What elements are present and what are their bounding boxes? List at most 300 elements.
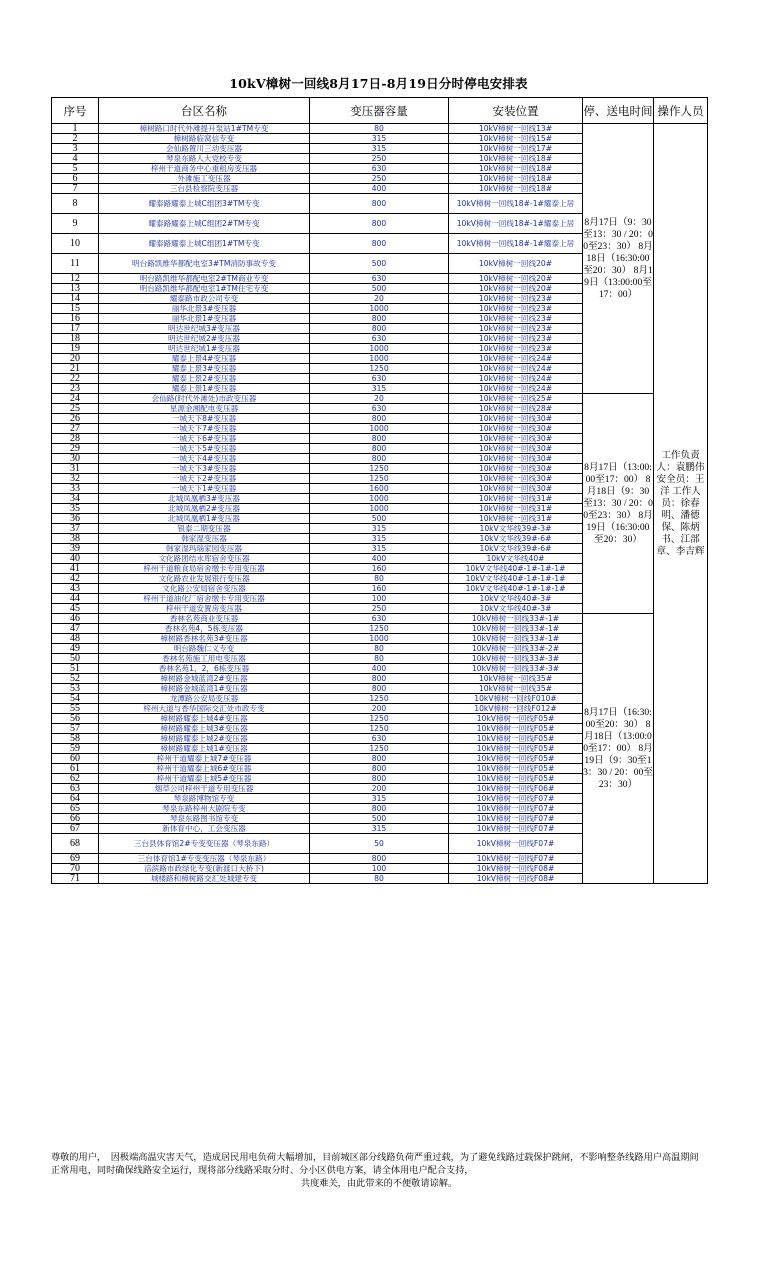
row-number: 43 xyxy=(52,584,99,594)
row-number: 63 xyxy=(52,784,99,794)
row-number: 28 xyxy=(52,434,99,444)
row-number: 55 xyxy=(52,704,99,714)
station-name: 梓州干道安置房变压器 xyxy=(99,604,310,614)
station-name: 樟树路临窝信专变 xyxy=(99,134,310,144)
station-name: 耀泰路耀泰上城C组团1#TM专变 xyxy=(99,234,310,254)
transformer-capacity: 315 xyxy=(310,384,449,394)
row-number: 50 xyxy=(52,654,99,664)
row-number: 16 xyxy=(52,314,99,324)
row-number: 38 xyxy=(52,534,99,544)
row-number: 59 xyxy=(52,744,99,754)
row-number: 12 xyxy=(52,274,99,284)
install-location: 10kV樟树一回线F06# xyxy=(449,784,583,794)
install-location: 10kV文华线40# xyxy=(449,554,583,564)
transformer-capacity: 800 xyxy=(310,674,449,684)
transformer-capacity: 160 xyxy=(310,564,449,574)
install-location: 10kV樟树一回线F07# xyxy=(449,824,583,834)
install-location: 10kV樟树一回线F08# xyxy=(449,864,583,874)
station-name: 一城天下7#变压器 xyxy=(99,424,310,434)
transformer-capacity: 20 xyxy=(310,294,449,304)
station-name: 北城凤凰栖3#变压器 xyxy=(99,494,310,504)
station-name: 明台路凯维华都配电室1#TM住宅专变 xyxy=(99,284,310,294)
transformer-capacity: 315 xyxy=(310,524,449,534)
row-number: 1 xyxy=(52,124,99,134)
row-number: 66 xyxy=(52,814,99,824)
row-number: 23 xyxy=(52,384,99,394)
transformer-capacity: 80 xyxy=(310,574,449,584)
row-number: 51 xyxy=(52,664,99,674)
row-number: 46 xyxy=(52,614,99,624)
install-location: 10kV樟树一回线23# xyxy=(449,314,583,324)
transformer-capacity: 800 xyxy=(310,764,449,774)
row-number: 37 xyxy=(52,524,99,534)
transformer-capacity: 500 xyxy=(310,514,449,524)
row-number: 60 xyxy=(52,754,99,764)
install-location: 10kV樟树一回线18#-1#耀泰上居 xyxy=(449,234,583,254)
transformer-capacity: 200 xyxy=(310,784,449,794)
transformer-capacity: 800 xyxy=(310,324,449,334)
transformer-capacity: 80 xyxy=(310,644,449,654)
row-number: 62 xyxy=(52,774,99,784)
station-name: 耀泰上景4#变压器 xyxy=(99,354,310,364)
row-number: 32 xyxy=(52,474,99,484)
transformer-capacity: 315 xyxy=(310,144,449,154)
install-location: 10kV文华线40#-1#-1#-1# xyxy=(449,584,583,594)
row-number: 47 xyxy=(52,624,99,634)
station-name: 梓州干道耀泰上城6#变压器 xyxy=(99,764,310,774)
transformer-capacity: 100 xyxy=(310,864,449,874)
row-number: 64 xyxy=(52,794,99,804)
station-name: 星源金湘配电变压器 xyxy=(99,404,310,414)
row-number: 8 xyxy=(52,194,99,214)
transformer-capacity: 500 xyxy=(310,814,449,824)
station-name: 一城天下4#变压器 xyxy=(99,454,310,464)
station-name: 樟树路耀泰上城3#变压器 xyxy=(99,724,310,734)
install-location: 10kV樟树一回线30# xyxy=(449,444,583,454)
install-location: 10kV文华线40#-1#-1#-1# xyxy=(449,574,583,584)
row-number: 6 xyxy=(52,174,99,184)
station-name: 梓州大道与香华国际交汇处市政专变 xyxy=(99,704,310,714)
install-location: 10kV樟树一回线F07# xyxy=(449,814,583,824)
page-title: 10kV樟树一回线8月17日-8月19日分时停电安排表 xyxy=(229,76,528,91)
row-number: 35 xyxy=(52,504,99,514)
transformer-capacity: 630 xyxy=(310,374,449,384)
station-name: 樟树路口时代外滩提升泵站1#TM专变 xyxy=(99,124,310,134)
notice-body: 尊敬的用户， 因极端高温灾害天气，造成居民用电负荷大幅增加，目前城区部分线路负荷严重过载，为了避免线路过载保护跳闸，不影响整条线路用户高温期间正常用电，同时确保线路安全运行，现将部分线路采取分时、分小区供电方案，请全体用电户配合支持， xyxy=(51,1152,699,1176)
outage-time-group-2: 8月17日（13:00:00至17：00） 8月18日（9：30至13：30 / 20：00至23：30） 8月19日（16:30:00至20：30） xyxy=(583,394,654,614)
install-location: 10kV樟树一回线23# xyxy=(449,324,583,334)
install-location: 10kV樟树一回线24# xyxy=(449,354,583,364)
station-name: 香林名苑商业变压器 xyxy=(99,614,310,624)
station-name: 明达世纪城1#变压器 xyxy=(99,344,310,354)
row-number: 41 xyxy=(52,564,99,574)
row-number: 40 xyxy=(52,554,99,564)
row-number: 5 xyxy=(52,164,99,174)
station-name: 琴泉东路图书馆专变 xyxy=(99,814,310,824)
install-location: 10kV樟树一回线24# xyxy=(449,384,583,394)
station-name: 会仙路(时代外滩处)市政变压器 xyxy=(99,394,310,404)
transformer-capacity: 250 xyxy=(310,604,449,614)
header-time: 停、送电时间 xyxy=(583,98,654,124)
transformer-capacity: 800 xyxy=(310,414,449,424)
row-number: 20 xyxy=(52,354,99,364)
station-name: 耀泰路市政公司专变 xyxy=(99,294,310,304)
transformer-capacity: 1600 xyxy=(310,484,449,494)
install-location: 10kV樟树一回线35# xyxy=(449,674,583,684)
transformer-capacity: 80 xyxy=(310,654,449,664)
transformer-capacity: 315 xyxy=(310,544,449,554)
row-number: 54 xyxy=(52,694,99,704)
transformer-capacity: 800 xyxy=(310,444,449,454)
station-name: 一城天下2#变压器 xyxy=(99,474,310,484)
install-location: 10kV文华线39#-6# xyxy=(449,534,583,544)
header-name: 台区名称 xyxy=(99,98,310,124)
install-location: 10kV樟树一回线F05# xyxy=(449,744,583,754)
transformer-capacity: 315 xyxy=(310,534,449,544)
transformer-capacity: 400 xyxy=(310,664,449,674)
install-location: 10kV樟树一回线28# xyxy=(449,404,583,414)
install-location: 10kV樟树一回线F05# xyxy=(449,774,583,784)
row-number: 7 xyxy=(52,184,99,194)
table-header-row xyxy=(52,98,708,124)
row-number: 42 xyxy=(52,574,99,584)
transformer-capacity: 1000 xyxy=(310,424,449,434)
transformer-capacity: 1250 xyxy=(310,694,449,704)
install-location: 10kV樟树一回线F07# xyxy=(449,854,583,864)
transformer-capacity: 800 xyxy=(310,234,449,254)
notice-text xyxy=(51,1151,707,1190)
station-name: 耀泰上景1#变压器 xyxy=(99,384,310,394)
station-name: 琴泉东路梓州大剧院专变 xyxy=(99,804,310,814)
row-number: 19 xyxy=(52,344,99,354)
row-number: 26 xyxy=(52,414,99,424)
transformer-capacity: 1250 xyxy=(310,724,449,734)
station-name: 一城天下8#变压器 xyxy=(99,414,310,424)
transformer-capacity: 400 xyxy=(310,554,449,564)
header-operator: 操作人员 xyxy=(654,98,708,124)
row-number: 48 xyxy=(52,634,99,644)
transformer-capacity: 630 xyxy=(310,614,449,624)
station-name: 香林名苑4，5栋变压器 xyxy=(99,624,310,634)
transformer-capacity: 1000 xyxy=(310,504,449,514)
transformer-capacity: 200 xyxy=(310,704,449,714)
station-name: 三台县检察院变压器 xyxy=(99,184,310,194)
row-number: 31 xyxy=(52,464,99,474)
install-location: 10kV樟树一回线33#-1# xyxy=(449,624,583,634)
row-number: 67 xyxy=(52,824,99,834)
row-number: 9 xyxy=(52,214,99,234)
row-number: 3 xyxy=(52,144,99,154)
station-name: 耀泰上景3#变压器 xyxy=(99,364,310,374)
header-no: 序号 xyxy=(52,98,99,124)
install-location: 10kV樟树一回线33#-3# xyxy=(449,654,583,664)
install-location: 10kV樟树一回线15# xyxy=(449,134,583,144)
station-name: 耀泰路耀泰上城C组团3#TM专变 xyxy=(99,194,310,214)
install-location: 10kV樟树一回线F05# xyxy=(449,734,583,744)
install-location: 10kV樟树一回线18#-1#耀泰上居 xyxy=(449,194,583,214)
row-number: 68 xyxy=(52,834,99,854)
transformer-capacity: 1000 xyxy=(310,354,449,364)
station-name: 丽华北景3#变压器 xyxy=(99,304,310,314)
row-number: 61 xyxy=(52,764,99,774)
row-number: 52 xyxy=(52,674,99,684)
row-number: 18 xyxy=(52,334,99,344)
row-number: 53 xyxy=(52,684,99,694)
row-number: 11 xyxy=(52,254,99,274)
row-number: 13 xyxy=(52,284,99,294)
outage-time-group-3: 8月17日（16:30:00至20：30） 8月18日（13:00:00至17：00） 8月19日（9：30至13：30 / 20：00至23：30） xyxy=(583,614,654,884)
install-location: 10kV樟树一回线24# xyxy=(449,364,583,374)
transformer-capacity: 630 xyxy=(310,274,449,284)
station-name: 新体育中心，工会变压器 xyxy=(99,824,310,834)
install-location: 10kV樟树一回线F05# xyxy=(449,714,583,724)
row-number: 27 xyxy=(52,424,99,434)
table-body xyxy=(52,124,708,884)
transformer-capacity: 630 xyxy=(310,334,449,344)
transformer-capacity: 1250 xyxy=(310,624,449,634)
install-location: 10kV樟树一回线30# xyxy=(449,454,583,464)
transformer-capacity: 400 xyxy=(310,184,449,194)
transformer-capacity: 1000 xyxy=(310,494,449,504)
install-location: 10kV樟树一回线23# xyxy=(449,344,583,354)
install-location: 10kV樟树一回线18#-1#耀泰上居 xyxy=(449,214,583,234)
row-number: 45 xyxy=(52,604,99,614)
station-name: 梓州干道耀泰上城7#变压器 xyxy=(99,754,310,764)
transformer-capacity: 20 xyxy=(310,394,449,404)
station-name: 丽华北景1#变压器 xyxy=(99,314,310,324)
transformer-capacity: 315 xyxy=(310,134,449,144)
install-location: 10kV樟树一回线33#-1# xyxy=(449,634,583,644)
install-location: 10kV文华线40#-1#-1#-1# xyxy=(449,564,583,574)
install-location: 10kV樟树一回线18# xyxy=(449,154,583,164)
install-location: 10kV樟树一回线31# xyxy=(449,494,583,504)
transformer-capacity: 500 xyxy=(310,254,449,274)
transformer-capacity: 250 xyxy=(310,174,449,184)
station-name: 一城天下3#变压器 xyxy=(99,464,310,474)
row-number: 70 xyxy=(52,864,99,874)
station-name: 烟草公司梓州干道专用变压器 xyxy=(99,784,310,794)
row-number: 49 xyxy=(52,644,99,654)
install-location: 10kV文华线40#-3# xyxy=(449,594,583,604)
operator-cell: 工作负责人：袁鹏伟 安全员：王洋 工作人员：徐春明、潘德保、陈炳书、江部章、李吉辉 xyxy=(654,124,708,884)
install-location: 10kV樟树一回线20# xyxy=(449,284,583,294)
install-location: 10kV樟树一回线F010# xyxy=(449,694,583,704)
station-name: 韩家湿变压器 xyxy=(99,534,310,544)
transformer-capacity: 1000 xyxy=(310,304,449,314)
install-location: 10kV樟树一回线13# xyxy=(449,124,583,134)
transformer-capacity: 250 xyxy=(310,154,449,164)
header-capacity: 变压器容量 xyxy=(310,98,449,124)
install-location: 10kV樟树一回线17# xyxy=(449,144,583,154)
station-name: 明台路凯维华都配电室2#TM商业专变 xyxy=(99,274,310,284)
station-name: 琴泉路博物馆专变 xyxy=(99,794,310,804)
transformer-capacity: 1250 xyxy=(310,464,449,474)
transformer-capacity: 80 xyxy=(310,874,449,884)
transformer-capacity: 800 xyxy=(310,684,449,694)
header-location: 安装位置 xyxy=(449,98,583,124)
station-name: 文化路团结水库宿舍变压器 xyxy=(99,554,310,564)
install-location: 10kV樟树一回线23# xyxy=(449,304,583,314)
notice-end: 共度难关，由此带来的不便敬请谅解。 xyxy=(300,1178,458,1189)
row-number: 29 xyxy=(52,444,99,454)
row-number: 22 xyxy=(52,374,99,384)
station-name: 会仙路置川三动变压器 xyxy=(99,144,310,154)
station-name: 梓州干道商务中心重租房变压器 xyxy=(99,164,310,174)
transformer-capacity: 160 xyxy=(310,584,449,594)
station-name: 梓州干道耀泰上城5#变压器 xyxy=(99,774,310,784)
install-location: 10kV樟树一回线30# xyxy=(449,424,583,434)
install-location: 10kV樟树一回线30# xyxy=(449,434,583,444)
station-name: 明台路魏仁义专变 xyxy=(99,644,310,654)
station-name: 文化路农业发展银行变压器 xyxy=(99,574,310,584)
row-number: 34 xyxy=(52,494,99,504)
transformer-capacity: 800 xyxy=(310,434,449,444)
station-name: 梓州干道油化厂宿舍缴卡专用变压器 xyxy=(99,594,310,604)
install-location: 10kV文华线39#-3# xyxy=(449,524,583,534)
station-name: 樟树路耀泰上城4#变压器 xyxy=(99,714,310,724)
row-number: 21 xyxy=(52,364,99,374)
row-number: 69 xyxy=(52,854,99,864)
station-name: 樟树路香林名苑3#变压器 xyxy=(99,634,310,644)
station-name: 城楼路和樟树路交汇处城建专变 xyxy=(99,874,310,884)
station-name: 樟树路耀泰上城1#变压器 xyxy=(99,744,310,754)
station-name: 银泰二期变压器 xyxy=(99,524,310,534)
install-location: 10kV樟树一回线24# xyxy=(449,374,583,384)
station-name: 一城天下1#变压器 xyxy=(99,484,310,494)
install-location: 10kV樟树一回线20# xyxy=(449,274,583,284)
transformer-capacity: 800 xyxy=(310,214,449,234)
install-location: 10kV樟树一回线F05# xyxy=(449,754,583,764)
install-location: 10kV樟树一回线31# xyxy=(449,514,583,524)
install-location: 10kV樟树一回线F07# xyxy=(449,834,583,854)
station-name: 北城凤凰栖2#变压器 xyxy=(99,504,310,514)
row-number: 30 xyxy=(52,454,99,464)
install-location: 10kV樟树一回线31# xyxy=(449,504,583,514)
station-name: 琴泉东路人大党校专变 xyxy=(99,154,310,164)
row-number: 4 xyxy=(52,154,99,164)
station-name: 明台路凯维华都配电室3#TM消防事故专变 xyxy=(99,254,310,274)
station-name: 外滩施工变压器 xyxy=(99,174,310,184)
transformer-capacity: 630 xyxy=(310,164,449,174)
install-location: 10kV樟树一回线23# xyxy=(449,294,583,304)
row-number: 39 xyxy=(52,544,99,554)
transformer-capacity: 50 xyxy=(310,834,449,854)
install-location: 10kV樟树一回线30# xyxy=(449,474,583,484)
station-name: 樟树路金城蓝湾1#变压器 xyxy=(99,684,310,694)
station-name: 一城天下5#变压器 xyxy=(99,444,310,454)
transformer-capacity: 800 xyxy=(310,774,449,784)
transformer-capacity: 1000 xyxy=(310,344,449,354)
station-name: 耀泰上景2#变压器 xyxy=(99,374,310,384)
table-row xyxy=(52,394,708,404)
row-number: 2 xyxy=(52,134,99,144)
transformer-capacity: 630 xyxy=(310,734,449,744)
station-name: 北城凤凰栖1#变压器 xyxy=(99,514,310,524)
transformer-capacity: 80 xyxy=(310,124,449,134)
station-name: 樟树路耀泰上城2#变压器 xyxy=(99,734,310,744)
install-location: 10kV樟树一回线20# xyxy=(449,254,583,274)
transformer-capacity: 1250 xyxy=(310,474,449,484)
station-name: 一城天下6#变压器 xyxy=(99,434,310,444)
station-name: 明达世纪城2#变压器 xyxy=(99,334,310,344)
transformer-capacity: 1000 xyxy=(310,634,449,644)
station-name: 明达世纪城3#变压器 xyxy=(99,324,310,334)
transformer-capacity: 800 xyxy=(310,854,449,864)
station-name: 香林名苑施工用电变压器 xyxy=(99,654,310,664)
row-number: 65 xyxy=(52,804,99,814)
transformer-capacity: 800 xyxy=(310,454,449,464)
install-location: 10kV樟树一回线F05# xyxy=(449,764,583,774)
install-location: 10kV樟树一回线F07# xyxy=(449,794,583,804)
install-location: 10kV樟树一回线33#-1# xyxy=(449,614,583,624)
transformer-capacity: 800 xyxy=(310,194,449,214)
row-number: 10 xyxy=(52,234,99,254)
install-location: 10kV樟树一回线F05# xyxy=(449,724,583,734)
install-location: 10kV樟树一回线F012# xyxy=(449,704,583,714)
station-name: 韩家湿玛瑙家园变压器 xyxy=(99,544,310,554)
station-name: 樟树路金城蓝湾2#变压器 xyxy=(99,674,310,684)
install-location: 10kV樟树一回线30# xyxy=(449,464,583,474)
transformer-capacity: 800 xyxy=(310,804,449,814)
install-location: 10kV文华线40#-3# xyxy=(449,604,583,614)
outage-time-group-1: 8月17日（9：30至13：30 / 20：00至23：30） 8月18日（16:30:00至20：30） 8月19日（13:00:00至17：00） xyxy=(583,124,654,394)
row-number: 15 xyxy=(52,304,99,314)
transformer-capacity: 1250 xyxy=(310,744,449,754)
transformer-capacity: 800 xyxy=(310,314,449,324)
transformer-capacity: 315 xyxy=(310,794,449,804)
install-location: 10kV樟树一回线23# xyxy=(449,334,583,344)
row-number: 57 xyxy=(52,724,99,734)
station-name: 香林名苑1，2，6栋变压器 xyxy=(99,664,310,674)
station-name: 梓州干道粮食局宿舍缴卡专用变压器 xyxy=(99,564,310,574)
install-location: 10kV樟树一回线F08# xyxy=(449,874,583,884)
table-row xyxy=(52,124,708,134)
station-name: 龙潭路公安局变压器 xyxy=(99,694,310,704)
transformer-capacity: 100 xyxy=(310,594,449,604)
install-location: 10kV樟树一回线35# xyxy=(449,684,583,694)
station-name: 涪滨路市政绿化专变(新渡口大桥下) xyxy=(99,864,310,874)
row-number: 24 xyxy=(52,394,99,404)
install-location: 10kV樟树一回线18# xyxy=(449,184,583,194)
station-name: 三台体育馆1#专变变压器（琴泉东路） xyxy=(99,854,310,864)
row-number: 36 xyxy=(52,514,99,524)
install-location: 10kV樟树一回线33#-3# xyxy=(449,664,583,674)
station-name: 文化路公安局宿舍变压器 xyxy=(99,584,310,594)
row-number: 17 xyxy=(52,324,99,334)
row-number: 33 xyxy=(52,484,99,494)
transformer-capacity: 500 xyxy=(310,284,449,294)
row-number: 56 xyxy=(52,714,99,724)
install-location: 10kV樟树一回线18# xyxy=(449,174,583,184)
transformer-capacity: 630 xyxy=(310,404,449,414)
station-name: 耀泰路耀泰上城C组团2#TM专变 xyxy=(99,214,310,234)
install-location: 10kV樟树一回线30# xyxy=(449,414,583,424)
schedule-table xyxy=(51,97,708,884)
transformer-capacity: 800 xyxy=(310,754,449,764)
install-location: 10kV樟树一回线30# xyxy=(449,484,583,494)
install-location: 10kV樟树一回线18# xyxy=(449,164,583,174)
transformer-capacity: 1250 xyxy=(310,714,449,724)
row-number: 25 xyxy=(52,404,99,414)
row-number: 71 xyxy=(52,874,99,884)
row-number: 14 xyxy=(52,294,99,304)
install-location: 10kV樟树一回线25# xyxy=(449,394,583,404)
transformer-capacity: 1250 xyxy=(310,364,449,374)
transformer-capacity: 315 xyxy=(310,824,449,834)
row-number: 58 xyxy=(52,734,99,744)
install-location: 10kV樟树一回线F07# xyxy=(449,804,583,814)
row-number: 44 xyxy=(52,594,99,604)
